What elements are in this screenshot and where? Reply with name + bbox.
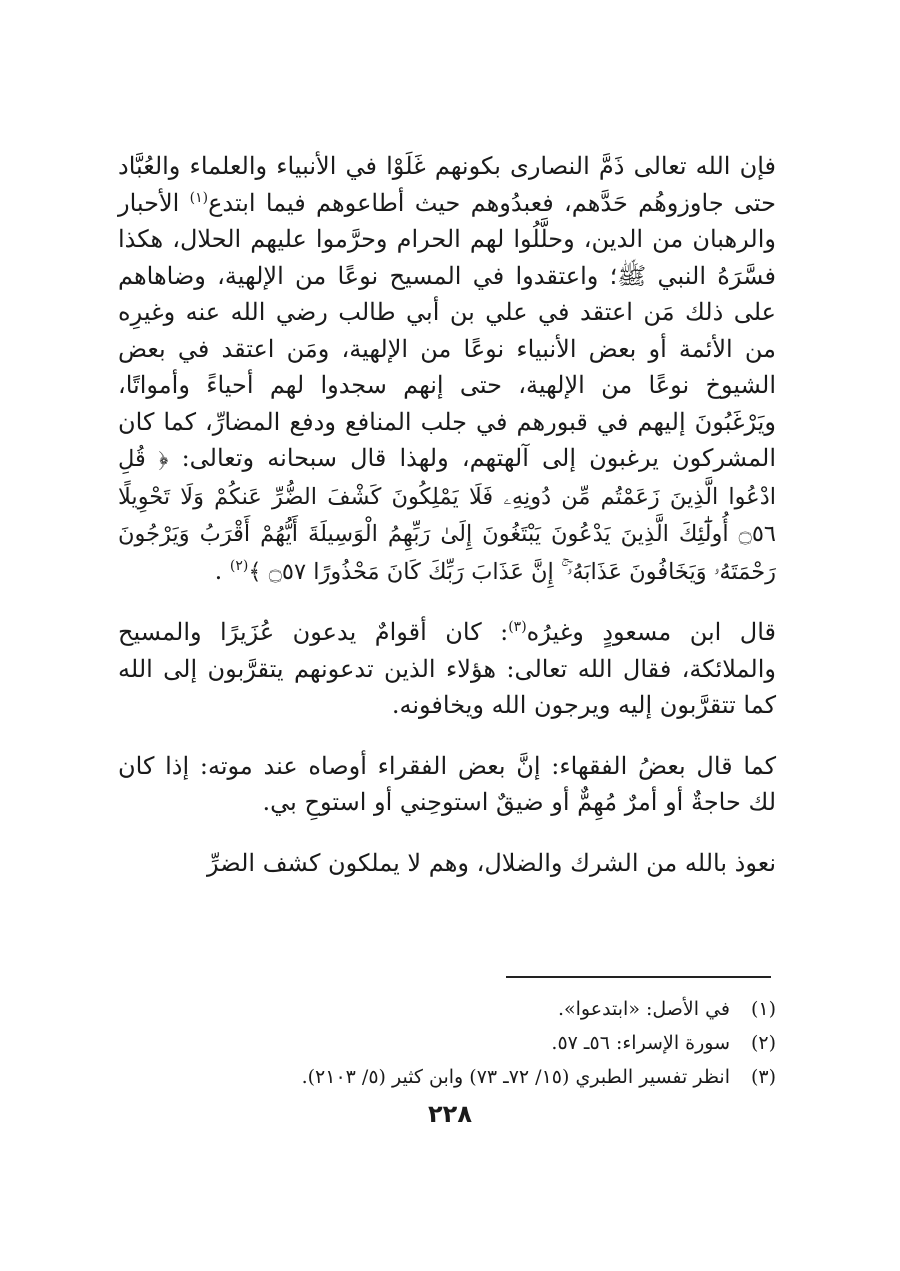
- paragraph-3-text: كما قال بعضُ الفقهاء: إنَّ بعض الفقراء أوصاه عند موته: إذا كان لك حاجةٌ أو أمرٌ مُهِمٌّ أو ضيقٌ استوحِني أو استوحِ بي.: [118, 751, 776, 816]
- paragraph-2-text: قال ابن مسعودٍ وغيرُه: [526, 618, 777, 646]
- footnote-1-number: (١): [750, 998, 776, 1020]
- paragraph-4-text: نعوذ بالله من الشرك والضلال، وهم لا يملكون كشف الضرِّ: [207, 848, 776, 877]
- paragraph-1: [118, 148, 776, 590]
- paragraph-3: [118, 748, 776, 821]
- paragraph-1-end: .: [214, 556, 223, 585]
- quran-verse: ﴿ قُلِ ادْعُوا الَّذِينَ زَعَمْتُم مِّن دُونِهِۦ فَلَا يَمْلِكُونَ كَشْفَ الضُّرِّ عَنكُمْ وَلَا تَحْوِيلًا ۝٥٦ أُولَٰٓئِكَ الَّذِينَ يَدْعُونَ يَبْتَغُونَ إِلَىٰ رَبِّهِمُ الْوَسِيلَةَ أَيُّهُمْ أَقْرَبُ وَيَرْجُونَ رَحْمَتَهُۥ وَيَخَافُونَ عَذَابَهُۥٓ ۚ إِنَّ عَذَابَ رَبِّكَ كَانَ مَحْذُورًا ۝٥٧ ﴾: [118, 446, 776, 585]
- main-text: [118, 148, 776, 881]
- page-number: ٢٢٨: [428, 1100, 472, 1128]
- footnote-ref-2: (٢): [229, 557, 249, 574]
- paragraph-4: [118, 845, 776, 882]
- footnote-ref-3: (٣): [508, 619, 527, 635]
- footnote-1: [118, 992, 776, 1026]
- footnote-divider: [506, 976, 771, 978]
- paragraph-1-continuation: الأحبار والرهبان من الدين، وحلَّلُوا لهم الحرام وحرَّموا عليهم الحلال، هكذا فسَّرَهُ النبي ﷺ؛ واعتقدوا في المسيح نوعًا من الإلهية، وضاهاهم على ذلك مَن اعتقد في علي بن أبي طالب رضي الله عنه وغيرِه من الأئمة أو بعض الأنبياء نوعًا من الإلهية، ومَن اعتقد في بعض الشيوخ نوعًا من الإلهية، حتى إنهم سجدوا لهم أحياءً وأمواتًا، ويَرْغَبُونَ إليهم في قبورهم في جلب المنافع ودفع المضارِّ، كما كان المشركون يرغبون إلى آلهتهم، ولهذا قال سبحانه وتعالى:: [118, 188, 776, 472]
- footnote-2-number: (٢): [750, 1032, 776, 1054]
- paragraph-1-text: فإن الله تعالى ذَمَّ النصارى بكونهم غَلَوْا في الأنبياء والعلماء والعُبَّاد حتى جاوزوهُم حَدَّهم، فعبدُوهم حيث أطاعوهم فيما ابتدع: [118, 152, 776, 217]
- footnote-2: [118, 1026, 776, 1060]
- paragraph-2-continuation: : كان أقوامٌ يدعون عُزَيرًا والمسيح والملائكة، فقال الله تعالى: هؤلاء الذين تدعونهم يتقرَّبون إلى الله كما تتقرَّبون إليه ويرجون الله ويخافونه.: [118, 618, 776, 719]
- footnote-1-text: في الأصل: «ابتدعوا».: [557, 998, 730, 1020]
- footnote-2-text: سورة الإسراء: ٥٦ـ ٥٧.: [551, 1032, 730, 1054]
- footnote-3: [118, 1060, 776, 1094]
- footnote-3-number: (٣): [750, 1066, 776, 1088]
- footnote-ref-1: (١): [189, 189, 209, 206]
- footnote-3-text: انظر تفسير الطبري (١٥/ ٧٢ـ ٧٣) وابن كثير (٥/ ٢١٠٣).: [301, 1066, 730, 1088]
- footnotes: [118, 992, 776, 1094]
- paragraph-2: [118, 614, 776, 724]
